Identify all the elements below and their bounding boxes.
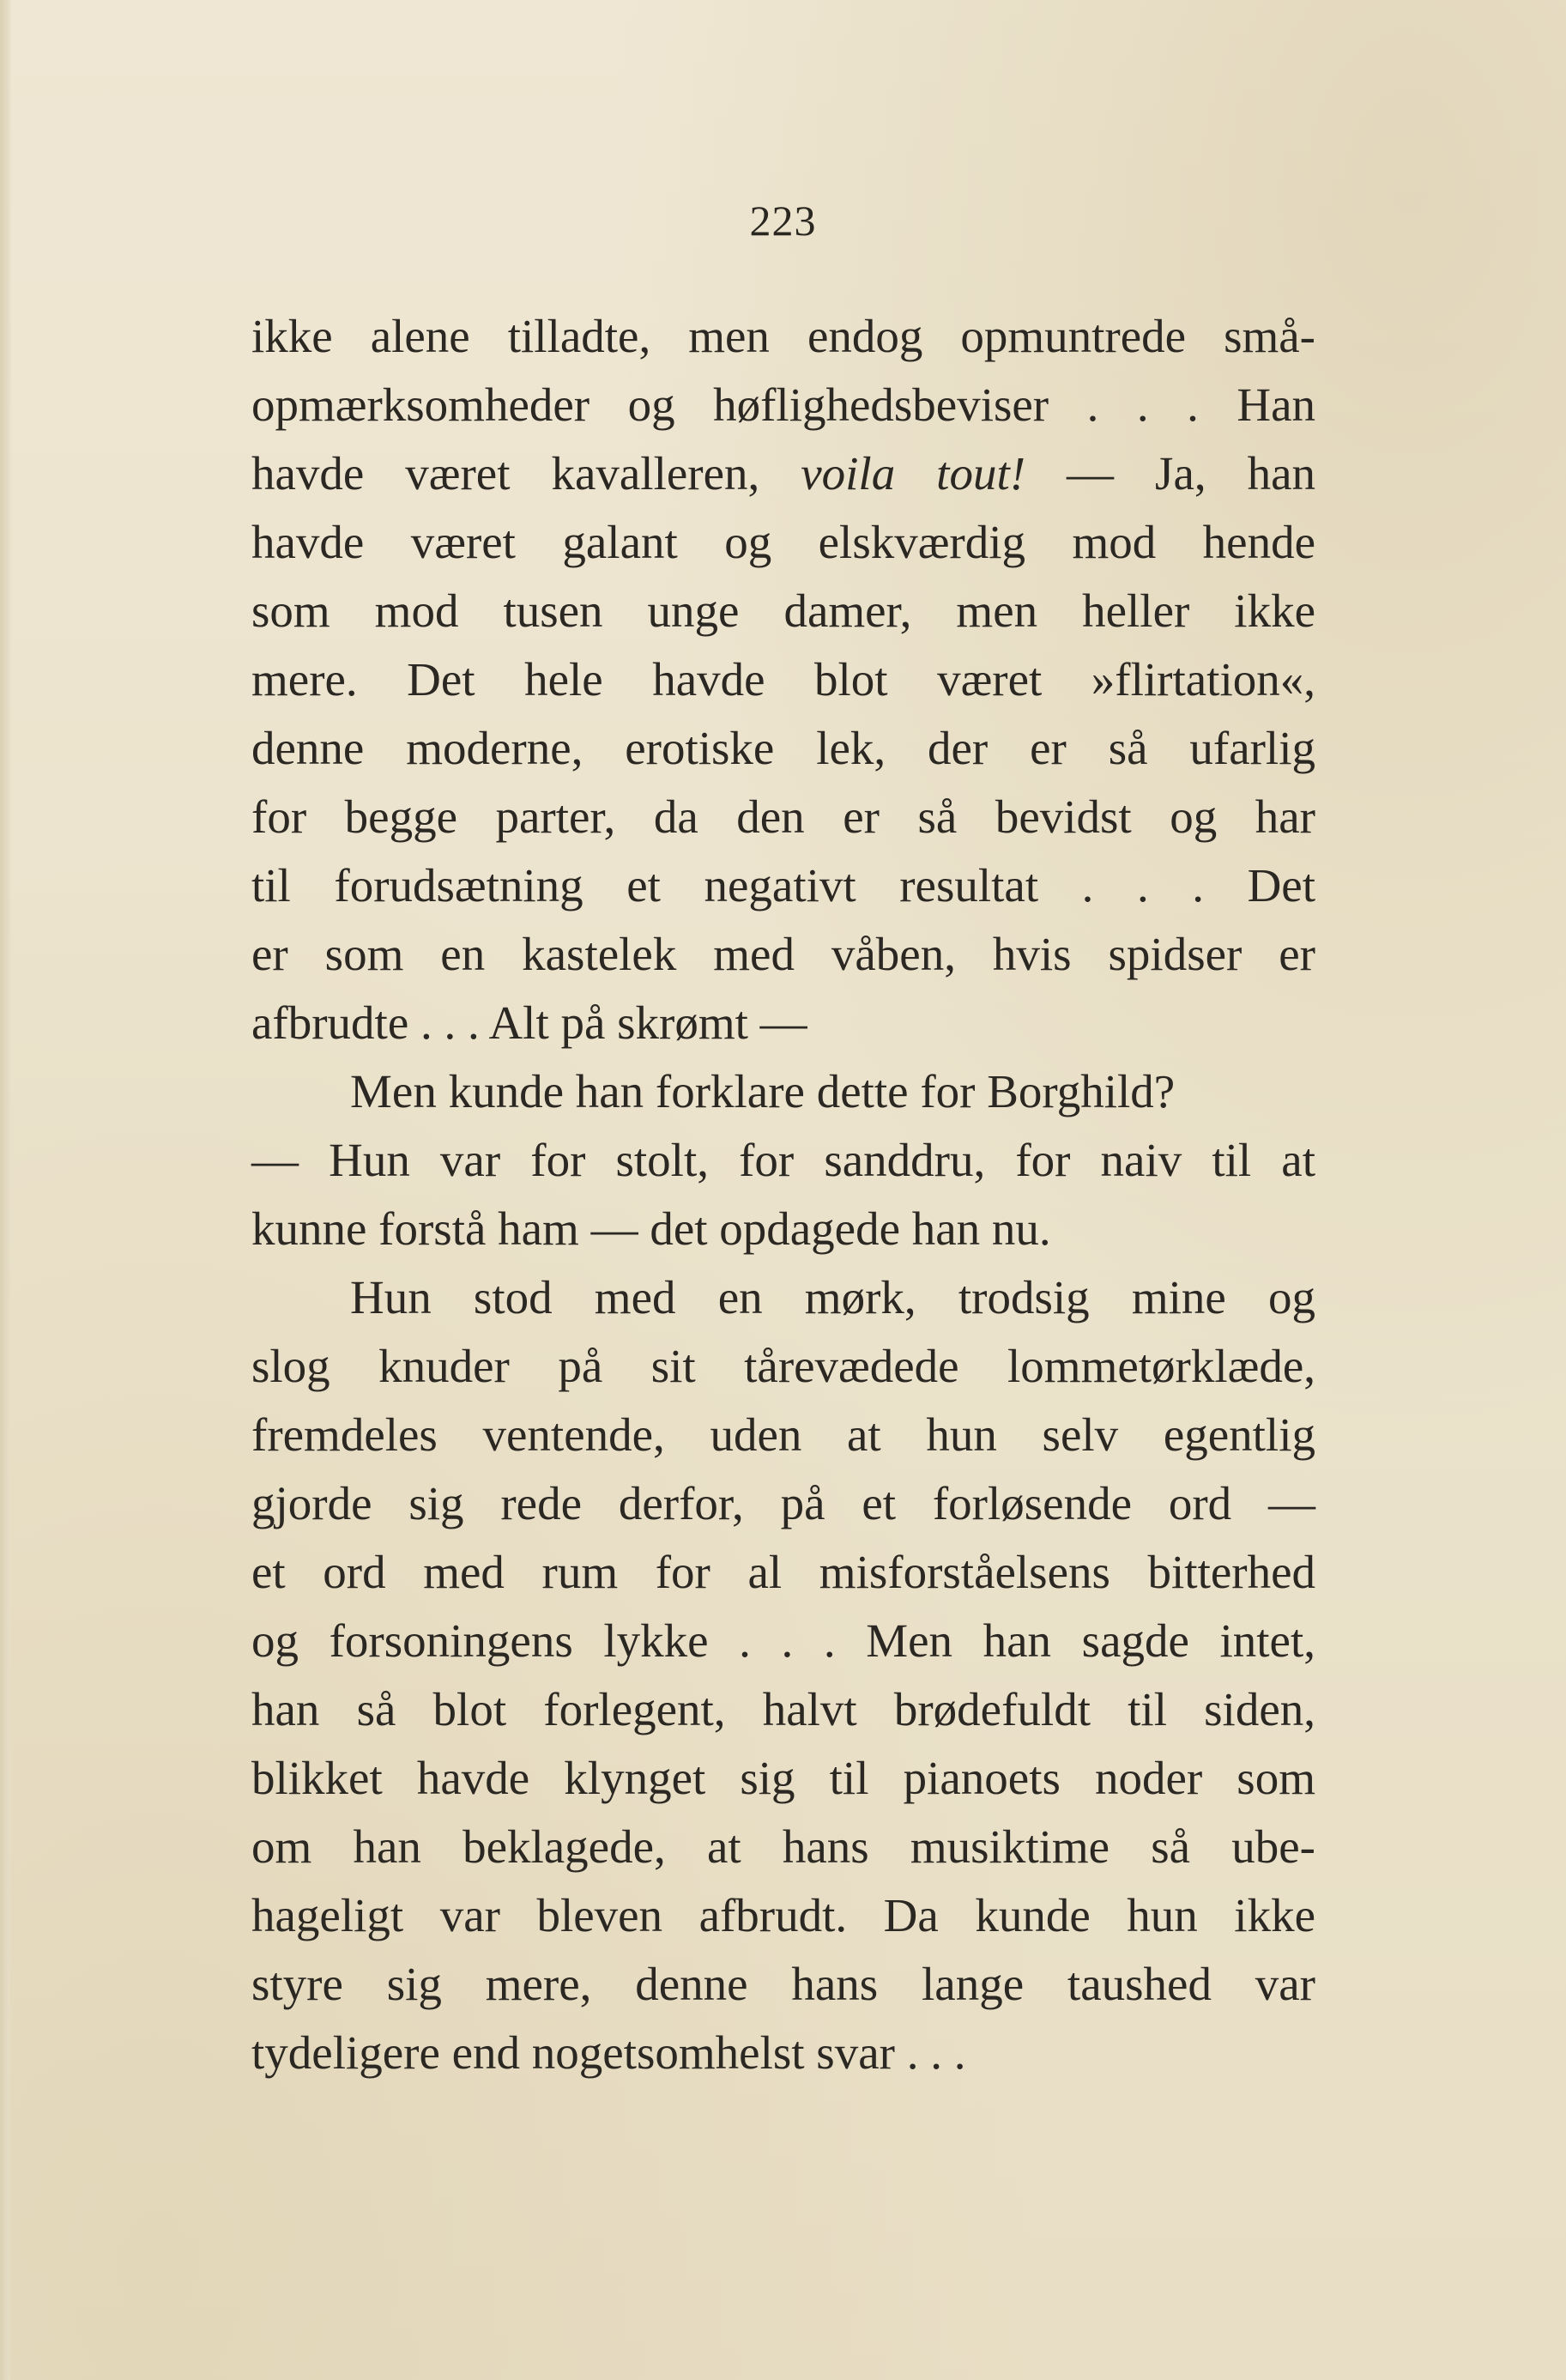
- text-line-3-part-1: havde været kavalleren,: [251, 447, 801, 500]
- text-line-23: om han beklagede, at hans musiktime så ube-: [251, 1820, 1315, 1873]
- text-line-13: — Hun var for stolt, for sanddru, for naiv til at: [251, 1134, 1315, 1186]
- text-line-14: kunne forstå ham — det opdagede han nu.: [251, 1202, 1051, 1255]
- text-line-6: mere. Det hele havde blot været »flirtation«,: [251, 653, 1315, 706]
- text-line-1: ikke alene tilladte, men endog opmuntrede små-: [251, 310, 1315, 362]
- text-line-3: [251, 439, 1315, 508]
- text-line-19: et ord med rum for al misforståelsens bitterhed: [251, 1546, 1315, 1598]
- body-text: [251, 302, 1315, 2087]
- text-line-25: styre sig mere, denne hans lange taushed var: [251, 1958, 1315, 2010]
- text-line-15: Hun stod med en mørk, trodsig mine og: [350, 1271, 1315, 1323]
- text-line-12: Men kunde han forklare dette for Borghild?: [350, 1065, 1176, 1117]
- page-number: 223: [749, 197, 817, 245]
- text-line-2: opmærksomheder og høflighedsbeviser . . . Han: [251, 378, 1315, 431]
- text-line-11: afbrudte . . . Alt på skrømt —: [251, 996, 807, 1049]
- text-line-10: er som en kastelek med våben, hvis spidser er: [251, 928, 1315, 980]
- text-line-7: denne moderne, erotiske lek, der er så ufarlig: [251, 722, 1315, 774]
- text-line-21: han så blot forlegent, halvt brødefuldt til siden,: [251, 1683, 1315, 1735]
- text-line-8: for begge parter, da den er så bevidst og har: [251, 790, 1315, 843]
- text-line-22: blikket havde klynget sig til pianoets noder som: [251, 1752, 1315, 1804]
- text-line-18: gjorde sig rede derfor, på et forløsende ord —: [251, 1477, 1315, 1529]
- text-line-26: tydeligere end nogetsomhelst svar . . .: [251, 2026, 966, 2079]
- page-edge-shadow: [0, 0, 12, 2380]
- text-line-4: havde været galant og elskværdig mod hende: [251, 516, 1315, 568]
- text-line-5: som mod tusen unge damer, men heller ikke: [251, 584, 1315, 637]
- text-line-16: slog knuder på sit tårevædede lommetørklæde,: [251, 1340, 1315, 1392]
- text-line-24: hageligt var bleven afbrudt. Da kunde hun ikke: [251, 1889, 1315, 1941]
- text-line-20: og forsoningens lykke . . . Men han sagde intet,: [251, 1614, 1315, 1667]
- text-line-9: til forudsætning et negativt resultat . . . Det: [251, 859, 1315, 911]
- text-line-17: fremdeles ventende, uden at hun selv egentlig: [251, 1408, 1315, 1461]
- italic-phrase: voila tout!: [801, 447, 1026, 500]
- text-line-3-part-2: — Ja, han: [1025, 447, 1315, 500]
